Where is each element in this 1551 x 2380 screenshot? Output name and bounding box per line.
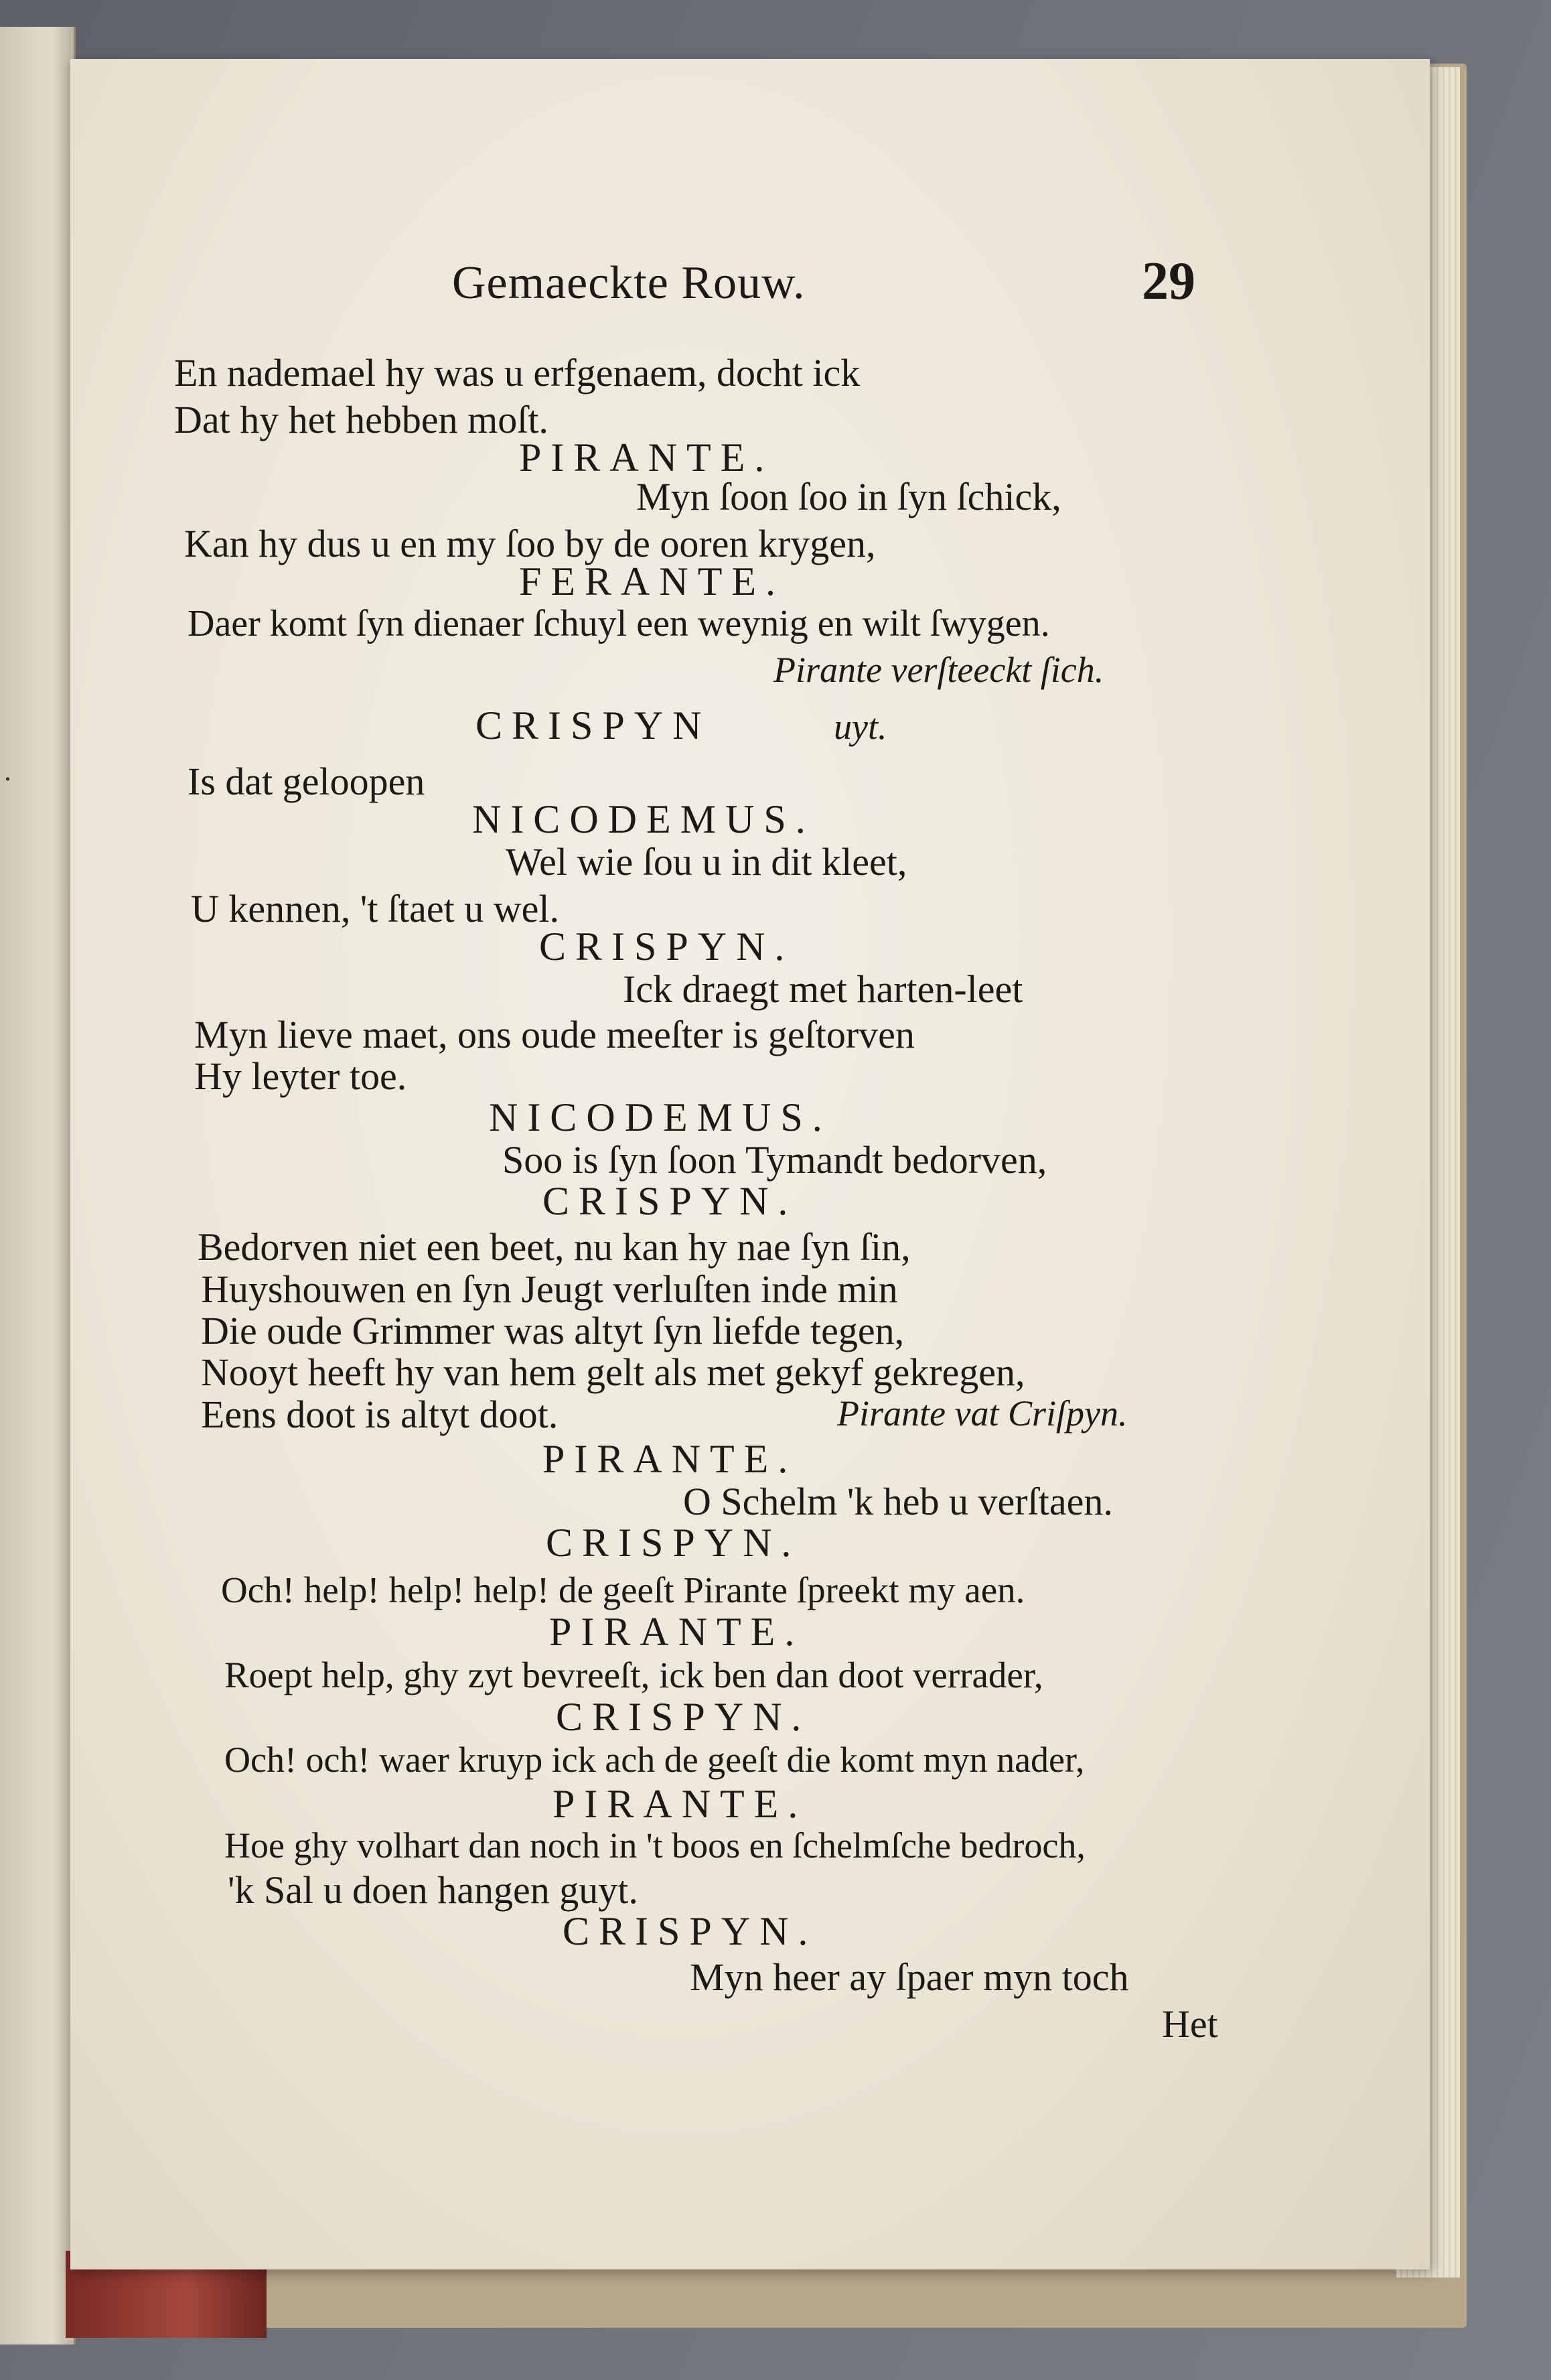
text-line: Nooyt heeft hy van hem gelt als met gekyf gekregen,	[201, 1350, 1025, 1394]
text-line: Roept help, ghy zyt bevreeſt, ick ben dan doot verrader,	[224, 1655, 1043, 1695]
text-line: Myn lieve maet, ons oude meeſter is geſtorven	[194, 1013, 915, 1056]
running-title: Gemaeckte Rouw.	[452, 257, 806, 309]
speaker-name: PIRANTE.	[519, 435, 774, 480]
text-line: En nademael hy was u erfgenaem, docht ick	[174, 351, 861, 395]
text-line: Myn heer ay ſpaer myn toch	[690, 1955, 1129, 1999]
text-line: Myn ſoon ſoo in ſyn ſchick,	[636, 475, 1061, 518]
text-line: Kan hy dus u en my ſoo by de ooren krygen,	[184, 522, 876, 565]
text-line: Huyshouwen en ſyn Jeugt verluſten inde min	[201, 1267, 898, 1311]
text-line: Och! help! help! help! de geeſt Pirante ſpreekt my aen.	[221, 1569, 1025, 1610]
speaker-name: CRISPYN.	[546, 1521, 801, 1565]
text-line: Bedorven niet een beet, nu kan hy nae ſyn ſin,	[198, 1225, 911, 1269]
speaker-name: CRISPYN	[475, 703, 711, 748]
speaker-name: CRISPYN.	[542, 1179, 798, 1223]
text-line: Hoe ghy volhart dan noch in 't boos en ſchelmſche bedroch,	[224, 1825, 1086, 1866]
speaker-name: CRISPYN.	[539, 924, 794, 969]
speaker-name: PIRANTE.	[549, 1610, 804, 1654]
text-line: Dat hy het hebben moſt.	[174, 398, 548, 441]
left-margin-mark: .	[4, 754, 11, 787]
text-line: Is dat geloopen	[188, 760, 425, 803]
book-page	[70, 59, 1430, 2269]
text-line: U kennen, 't ſtaet u wel.	[191, 887, 560, 930]
left-facing-page	[0, 27, 76, 2344]
text-line: Hy leyter toe.	[194, 1054, 407, 1098]
catchword: Het	[1162, 2002, 1218, 2046]
speaker-name: FERANTE.	[519, 559, 785, 604]
speaker-name: CRISPYN.	[563, 1909, 818, 1953]
play-text	[70, 59, 1430, 2269]
text-line: Eens doot is altyt doot.	[201, 1393, 559, 1436]
text-line: 'k Sal u doen hangen guyt.	[228, 1868, 638, 1912]
stage-direction: Pirante vat Criſpyn.	[837, 1393, 1128, 1433]
speaker-name: NICODEMUS.	[489, 1095, 832, 1139]
text-line: Och! och! waer kruyp ick ach de geeſt die komt myn nader,	[224, 1740, 1085, 1780]
text-line: Die oude Grimmer was altyt ſyn liefde tegen,	[201, 1309, 905, 1352]
text-line: Wel wie ſou u in dit kleet,	[506, 840, 907, 884]
text-line: O Schelm 'k heb u verſtaen.	[683, 1480, 1113, 1523]
stage-direction: uyt.	[834, 707, 887, 747]
text-line: Daer komt ſyn dienaer ſchuyl een weynig en wilt ſwygen.	[188, 603, 1050, 644]
speaker-name: CRISPYN.	[556, 1695, 811, 1739]
speaker-name: PIRANTE.	[542, 1437, 798, 1481]
speaker-name: NICODEMUS.	[472, 797, 815, 841]
text-line: Ick draegt met harten-leet	[623, 967, 1023, 1011]
page-number: 29	[1142, 252, 1195, 311]
text-line: Soo is ſyn ſoon Tymandt bedorven,	[502, 1138, 1047, 1182]
speaker-name: PIRANTE.	[552, 1782, 808, 1826]
stage-direction: Pirante verſteeckt ſich.	[773, 650, 1104, 690]
